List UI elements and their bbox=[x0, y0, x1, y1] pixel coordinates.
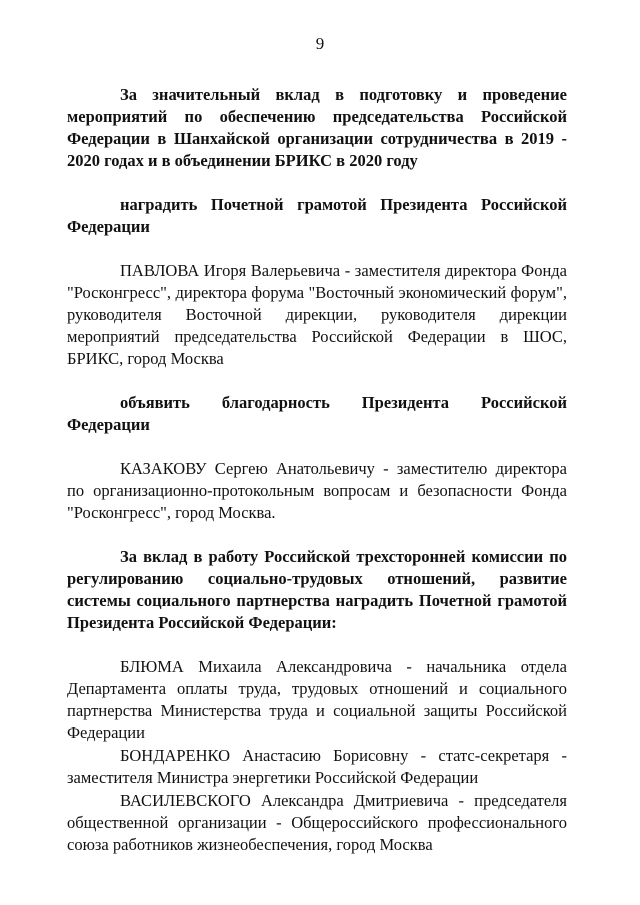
document-body bbox=[67, 84, 567, 856]
page-number: 9 bbox=[315, 34, 325, 53]
section-1-person: ПАВЛОВА Игоря Валерьевича - заместителя директора Фонда "Росконгресс", директора форума "Восточный экономический форум", руководителя Восточной дирекции, руководителя дирекции мероприятий председательства Российской Федерации в ШОС, БРИКС, город Москва bbox=[67, 261, 567, 368]
section-3-person-2: БОНДАРЕНКО Анастасию Борисовну - статс-секретаря - заместителя Министра энергетики Российской Федерации bbox=[67, 746, 567, 787]
section-1-heading: За значительный вклад в подготовку и проведение мероприятий по обеспечению председательства Российской Федерации в Шанхайской организации сотрудничества в 2019 - 2020 годах и в объединении БРИКС в 2020 году bbox=[67, 85, 567, 170]
section-3-person-1: БЛЮМА Михаила Александровича - начальника отдела Департамента оплаты труда, трудовых отношений и социального партнерства Министерства труда и социальной защиты Российской Федерации bbox=[67, 657, 567, 742]
section-2-person: КАЗАКОВУ Сергею Анатольевичу - заместителю директора по организационно-протокольным вопросам и безопасности Фонда "Росконгресс", город Москва. bbox=[67, 459, 567, 522]
section-2-award: объявить благодарность Президента Российской Федерации bbox=[67, 393, 567, 434]
section-1-award: наградить Почетной грамотой Президента Российской Федерации bbox=[67, 195, 567, 236]
section-3-heading: За вклад в работу Российской трехсторонней комиссии по регулированию социально-трудовых отношений, развитие системы социального партнерства наградить Почетной грамотой Президента Российской Федерации: bbox=[67, 547, 567, 632]
section-3-person-3: ВАСИЛЕВСКОГО Александра Дмитриевича - председателя общественной организации - Общероссийского профессионального союза работников жизнеобеспечения, город Москва bbox=[67, 791, 567, 854]
